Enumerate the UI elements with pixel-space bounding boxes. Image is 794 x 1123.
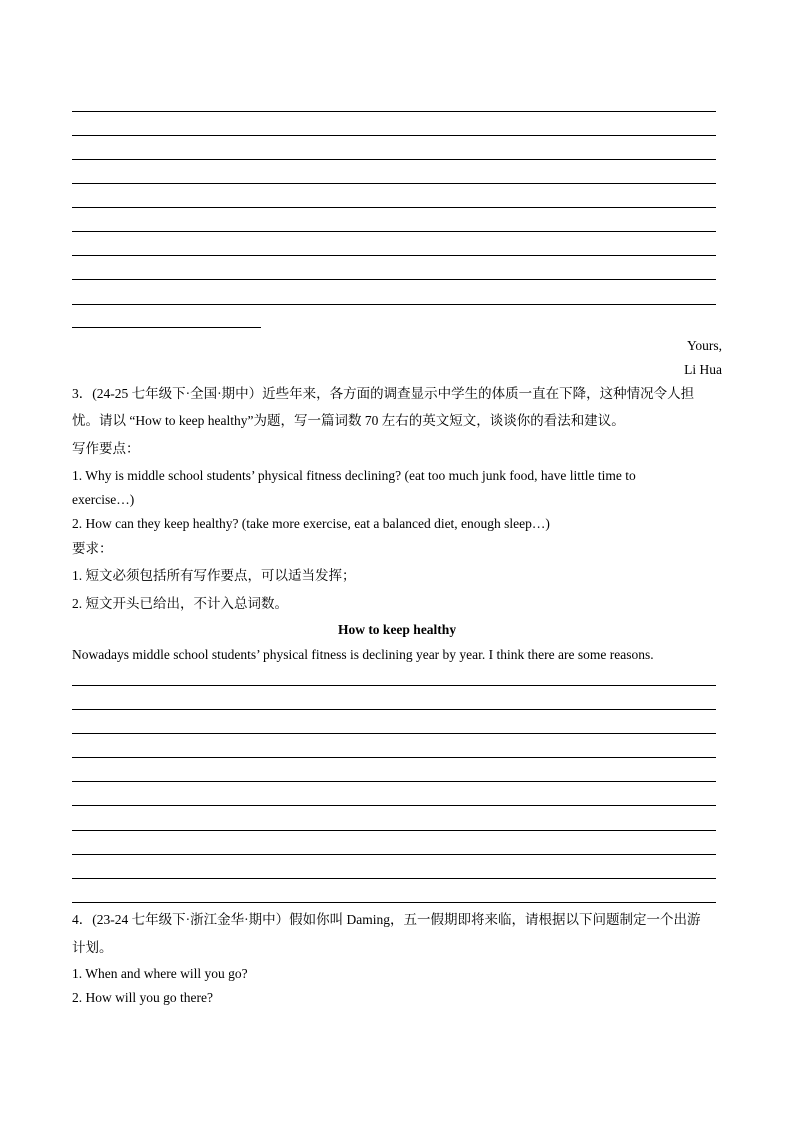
q3-points-heading: 写作要点： <box>72 441 140 456</box>
writing-line <box>72 781 716 782</box>
writing-line <box>72 159 716 160</box>
q3-prompt-line1: 3．(24-25 七年级下·全国·期中）近些年来，各方面的调查显示中学生的体质一直在下降，这种情况令人担 <box>72 386 695 401</box>
q4-question1: 1. When and where will you go? <box>72 966 248 981</box>
writing-line <box>72 135 716 136</box>
q3-requirements-heading: 要求： <box>72 541 113 556</box>
writing-line <box>72 902 716 903</box>
writing-line <box>72 733 716 734</box>
writing-line <box>72 111 716 112</box>
closing-name: Li Hua <box>684 362 722 377</box>
q3-point2: 2. How can they keep healthy? (take more exercise, eat a balanced diet, enough sleep…) <box>72 516 550 531</box>
writing-line <box>72 207 716 208</box>
writing-line <box>72 685 716 686</box>
q3-requirement2: 2. 短文开头已给出，不计入总词数。 <box>72 596 288 611</box>
writing-line <box>72 830 716 831</box>
q3-point1-line2: exercise…) <box>72 492 135 507</box>
writing-line <box>72 279 716 280</box>
q4-prompt-line2: 计划。 <box>72 940 113 955</box>
q3-point1-line1: 1. Why is middle school students’ physical fitness declining? (eat too much junk food, have little time to <box>72 468 636 483</box>
writing-line <box>72 757 716 758</box>
q4-prompt-line1: 4．(23-24 七年级下·浙江金华·期中）假如你叫 Daming，五一假期即将来临，请根据以下问题制定一个出游 <box>72 912 701 927</box>
q3-essay-title: How to keep healthy <box>337 622 457 637</box>
writing-line <box>72 304 716 305</box>
writing-line <box>72 255 716 256</box>
q3-requirement1: 1. 短文必须包括所有写作要点，可以适当发挥； <box>72 568 356 583</box>
writing-line <box>72 878 716 879</box>
writing-line <box>72 709 716 710</box>
writing-line <box>72 854 716 855</box>
q3-essay-opening: Nowadays middle school students’ physical fitness is declining year by year. I think there are some reasons. <box>72 647 654 662</box>
writing-line <box>72 183 716 184</box>
writing-line-short <box>72 327 261 328</box>
q4-question2: 2. How will you go there? <box>72 990 213 1005</box>
writing-line <box>72 805 716 806</box>
writing-line <box>72 231 716 232</box>
closing-yours: Yours, <box>686 338 722 353</box>
q3-prompt-line2: 忧。请以 “How to keep healthy”为题，写一篇词数 70 左右的英文短文，谈谈你的看法和建议。 <box>72 413 625 428</box>
